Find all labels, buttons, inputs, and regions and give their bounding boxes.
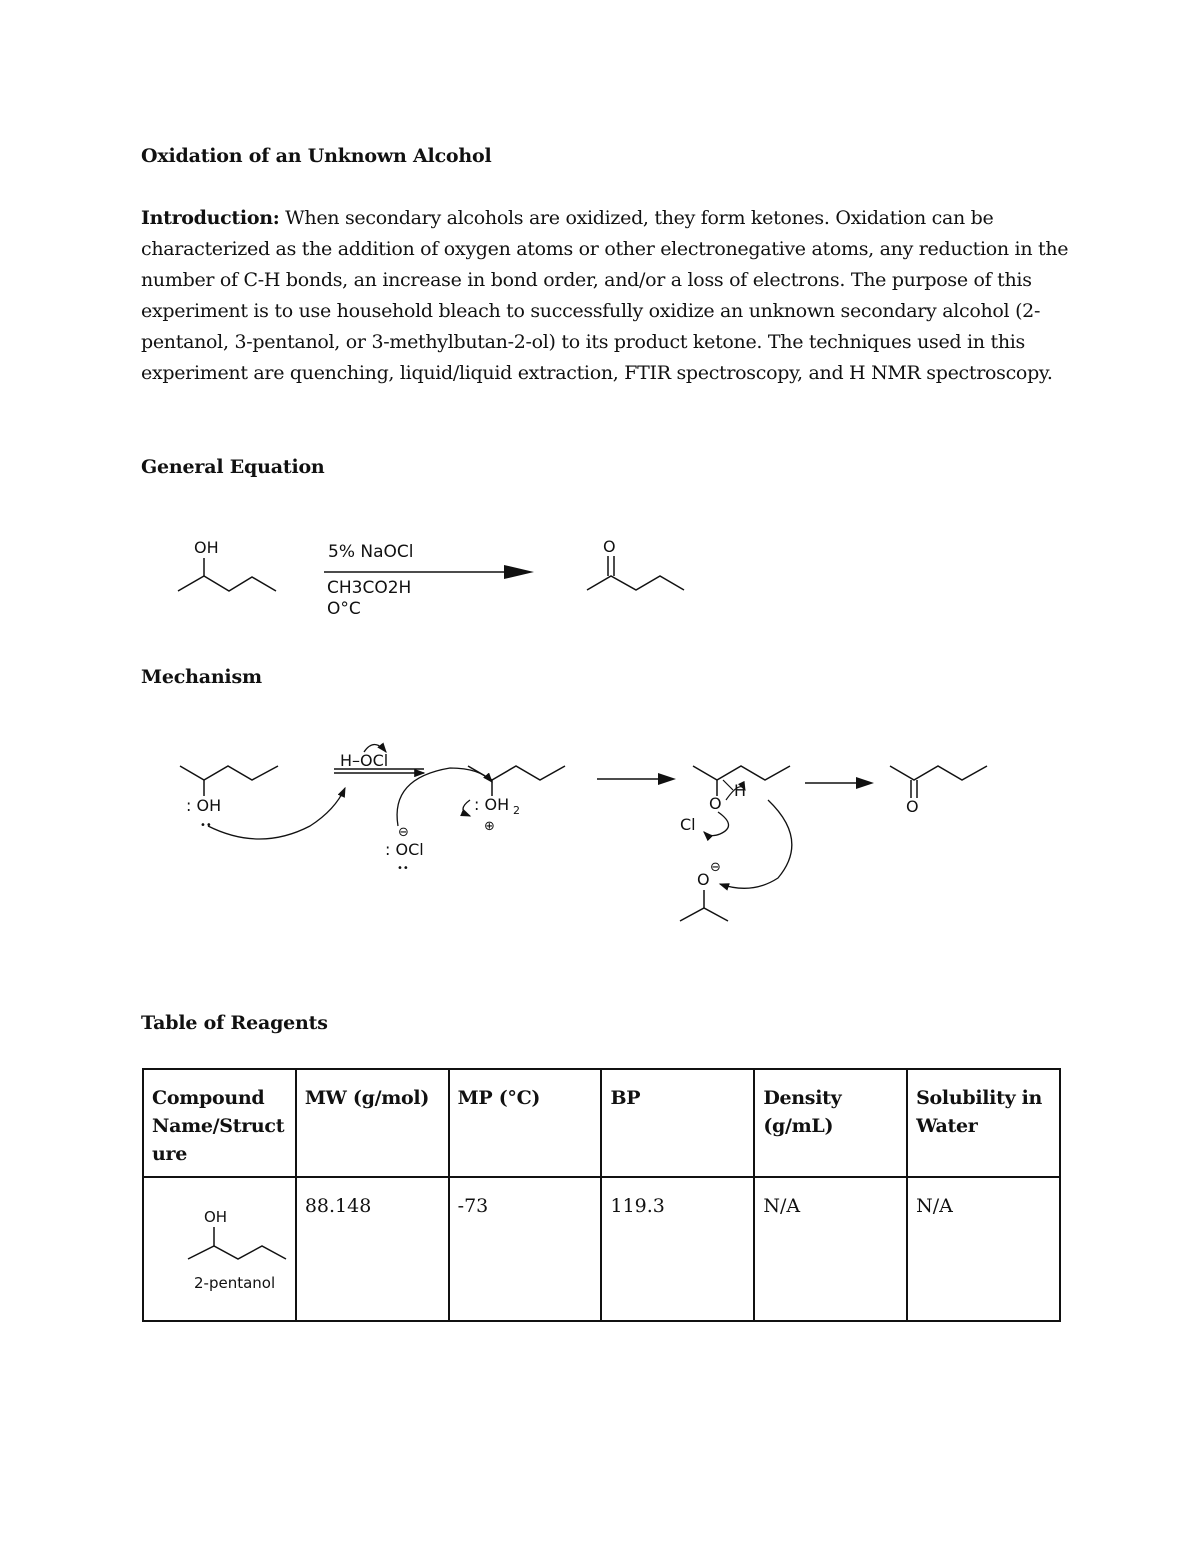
mechanism-product-o-label: O [906,797,919,816]
mechanism-hypochlorite [385,768,492,874]
hypochlorite-lone-pair: •• [397,863,409,874]
general-product-structure [587,537,684,590]
header-bp: BP [601,1069,754,1177]
intermediate-o-label: O [709,794,722,813]
mechanism-base-structure [680,860,728,921]
reagent-temperature-label: O°C [327,599,361,619]
document-title: Oxidation of an Unknown Alcohol [141,145,492,167]
mechanism-alcohol-oh-label: : OH [186,796,222,815]
mechanism-hocl-label: H–OCl [340,751,389,770]
general-reaction-arrow [324,542,534,619]
intermediate-cl-label: Cl [680,815,696,834]
header-density: Density (g/mL) [754,1069,907,1177]
mechanism-arrow-3-head [856,777,874,789]
mechanism-heading: Mechanism [141,666,262,688]
mechanism-oxonium-structure [463,766,565,834]
mechanism-hypochlorous-acid [334,745,424,774]
electron-push-arrow-base [720,800,792,888]
header-solubility: Solubility in Water [907,1069,1060,1177]
cell-mw: 88.148 [296,1177,449,1321]
header-mw: MW (g/mol) [296,1069,449,1177]
cell-mp: -73 [449,1177,602,1321]
mechanism-oxonium-subscript: 2 [513,804,520,817]
general-reactant-oh-label: OH [194,538,219,557]
general-reactant-structure [178,538,276,591]
table-header-row [143,1069,1060,1177]
mechanism-oxonium-label: : OH [474,795,510,814]
reagents-table [142,1068,1061,1322]
intermediate-h-label: H [734,781,747,800]
mechanism-arrow-2-head [658,773,676,785]
general-product-o-label: O [603,537,616,556]
structure-name-label: 2-pentanol [194,1274,276,1292]
mechanism-ocl-label: : OCl [385,840,424,859]
mechanism-product-structure [890,766,987,816]
table-row [143,1177,1060,1321]
introduction-label: Introduction: [141,207,280,229]
electron-push-arrow-1 [208,788,345,839]
base-charge: ⊖ [710,860,721,875]
cell-structure [143,1177,296,1321]
mechanism-alcohol-lone-pair: •• [200,820,212,831]
cell-bp: 119.3 [601,1177,754,1321]
reagent-naocl-label: 5% NaOCl [328,542,414,562]
oxonium-charge: ⊕ [484,819,495,834]
reagent-acetic-acid-label: CH3CO2H [327,578,412,598]
hypochlorite-charge: ⊖ [398,825,409,840]
general-equation-heading: General Equation [141,456,325,478]
header-mp: MP (°C) [449,1069,602,1177]
cell-density: N/A [754,1177,907,1321]
cell-solubility: N/A [907,1177,1060,1321]
2-pentanol-structure [180,1200,320,1300]
introduction-text: When secondary alcohols are oxidized, they form ketones. Oxidation can be characterized as the addition of oxygen atoms or other electronegative atoms, any reduction in the number of C-H bonds, an increase in bond order, and/or a loss of electrons. The purpose of this experiment is to use household bleach to successfully oxidize an unknown secondary alcohol (2-pentanol, 3-pentanol, or 3-methylbutan-2-ol) to its product ketone. The techniques used in this experiment are quenching, liquid/liquid extraction, FTIR spectroscopy, and H NMR spectroscopy. [141,207,1069,384]
base-o-label: O [697,870,710,889]
mechanism-alcohol-structure [180,766,345,839]
structure-oh-label: OH [204,1208,228,1226]
table-heading: Table of Reagents [141,1012,328,1034]
header-compound: Compound Name/Struct ure [143,1069,296,1177]
